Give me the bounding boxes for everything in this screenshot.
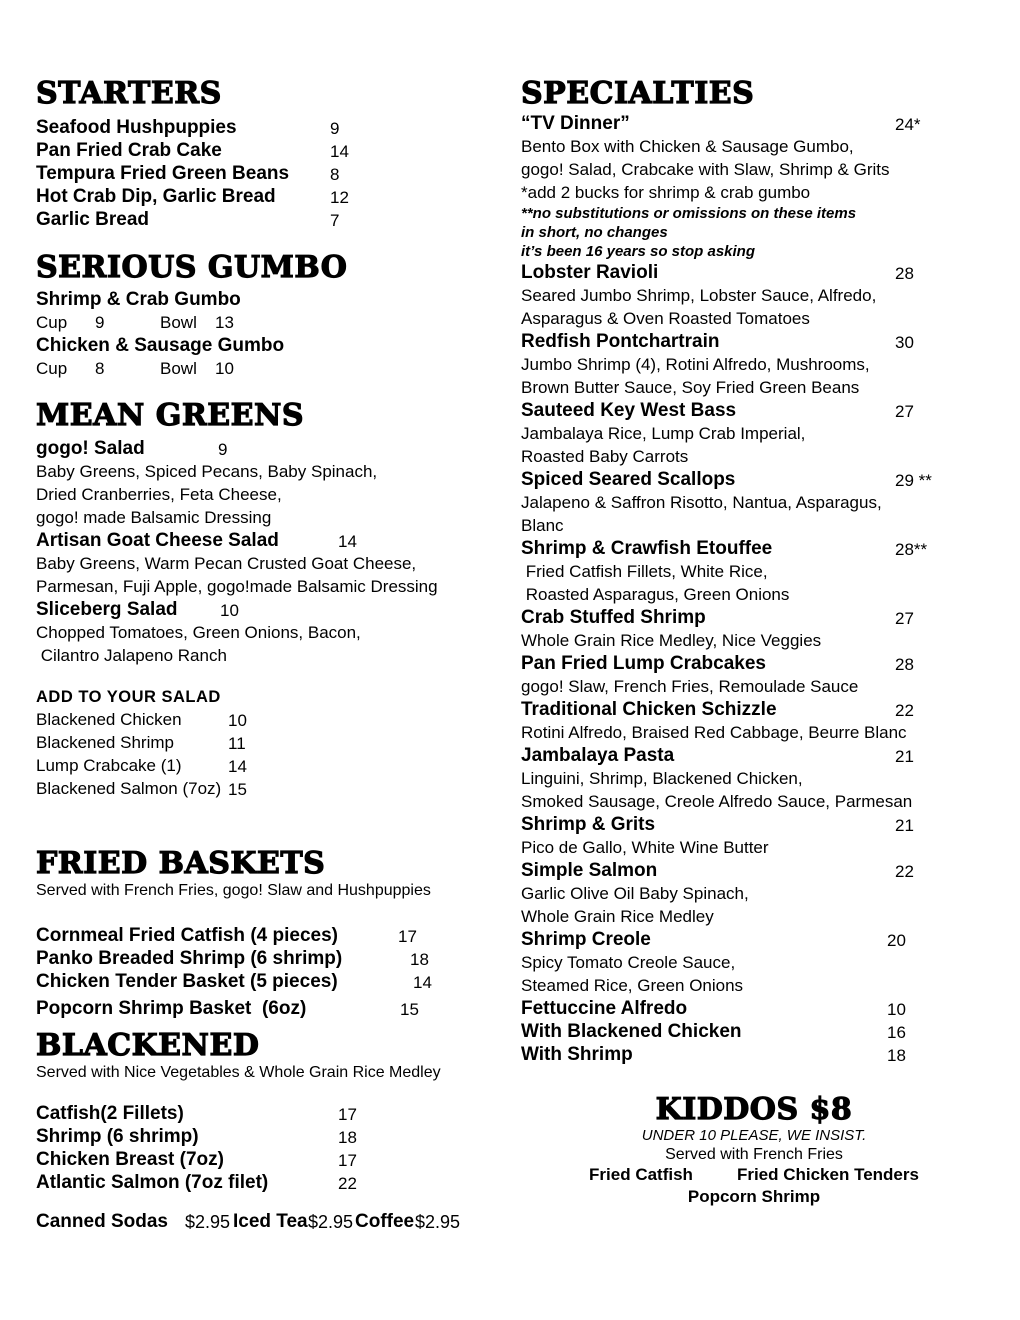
menu-item-name: Shrimp & Crab Gumbo <box>36 289 241 310</box>
menu-item-price: 22 <box>338 1174 357 1193</box>
menu-item-price: 24* <box>895 115 921 134</box>
menu-item-name: Fettuccine Alfredo <box>521 998 688 1019</box>
menu-item-desc: Fried Catfish Fillets, White Rice, <box>521 562 768 581</box>
section-subtitle: Served with French Fries, gogo! Slaw and Hushpuppies <box>36 882 431 899</box>
menu-item <box>521 859 987 882</box>
cup-bowl-prices <box>36 311 481 334</box>
drink-price: $2.95 <box>415 1212 461 1232</box>
cup-bowl-prices <box>36 357 481 380</box>
menu-item-name: Traditional Chicken Schizzle <box>521 699 777 720</box>
menu-item-price: 28 <box>895 655 914 674</box>
cup-label: Cup <box>36 313 68 332</box>
menu-item <box>521 1043 987 1066</box>
section-blackened <box>36 1030 481 1194</box>
menu-item-price: 15 <box>400 1000 419 1019</box>
menu-item-price: 21 <box>895 747 914 766</box>
menu-item-price: 14 <box>338 532 357 551</box>
section-kiddos <box>521 1094 987 1208</box>
menu-item-name: Redfish Pontchartrain <box>521 331 720 352</box>
menu-item-name: Spiced Seared Scallops <box>521 469 736 490</box>
menu-item-name: Blackened Chicken <box>36 710 182 729</box>
menu-item-desc: Jalapeno & Saffron Risotto, Nantua, Asparagus, <box>521 493 882 512</box>
menu-item <box>521 928 987 951</box>
drinks-line <box>36 1210 481 1234</box>
menu-item-name: Popcorn Shrimp Basket (6oz) <box>36 998 307 1019</box>
section-title: STARTERS <box>36 76 222 111</box>
menu-item-desc: *add 2 bucks for shrimp & crab gumbo <box>521 183 811 202</box>
menu-item-price: 18 <box>887 1046 906 1065</box>
menu-item-name: Panko Breaded Shrimp (6 shrimp) <box>36 948 343 969</box>
menu-item <box>521 744 987 767</box>
kiddos-note: UNDER 10 PLEASE, WE INSIST. <box>641 1127 867 1144</box>
section-add-to-salad <box>36 686 481 800</box>
menu-item-desc: Smoked Sausage, Creole Alfredo Sauce, Parmesan <box>521 792 913 811</box>
menu-item-desc: Dried Cranberries, Feta Cheese, <box>36 485 282 504</box>
menu-item-name: Sliceberg Salad <box>36 599 178 620</box>
menu-item-desc: Bento Box with Chicken & Sausage Gumbo, <box>521 137 854 156</box>
menu-item-price: 17 <box>338 1105 357 1124</box>
menu-item <box>36 970 481 993</box>
menu-item-name: Shrimp & Crawfish Etouffee <box>521 538 773 559</box>
kiddos-option: Popcorn Shrimp <box>687 1187 821 1206</box>
kiddos-option: Fried Chicken Tenders <box>736 1165 919 1184</box>
cup-price: 8 <box>95 359 105 378</box>
menu-item <box>36 162 481 185</box>
menu-item <box>36 437 481 460</box>
menu-item <box>36 185 481 208</box>
bowl-price: 13 <box>215 313 234 332</box>
section-fried-baskets <box>36 848 481 1020</box>
menu-item <box>36 288 481 311</box>
menu-item <box>521 1020 987 1043</box>
menu-item-price: 16 <box>887 1023 906 1042</box>
menu-item-name: Cornmeal Fried Catfish (4 pieces) <box>36 925 338 946</box>
menu-item-name: Artisan Goat Cheese Salad <box>36 530 279 551</box>
menu-item-name: “TV Dinner” <box>521 113 630 134</box>
menu-item-desc: Seared Jumbo Shrimp, Lobster Sauce, Alfredo, <box>521 286 877 305</box>
drink-price: $2.95 <box>185 1212 231 1232</box>
menu-item <box>521 652 987 675</box>
kiddos-options-line1 <box>521 1164 987 1186</box>
menu-item-price: 11 <box>228 734 246 753</box>
menu-item <box>36 334 481 357</box>
cup-price: 9 <box>95 313 105 332</box>
menu-item-name: Tempura Fried Green Beans <box>36 163 290 184</box>
menu-item-name: Simple Salmon <box>521 860 658 881</box>
menu-item-name: Chicken & Sausage Gumbo <box>36 335 285 356</box>
section-starters <box>36 78 481 231</box>
menu-item-desc: Pico de Gallo, White Wine Butter <box>521 838 769 857</box>
menu-item-price: 22 <box>895 862 914 881</box>
menu-item-name: gogo! Salad <box>36 438 145 459</box>
menu-item-desc: Garlic Olive Oil Baby Spinach, <box>521 884 749 903</box>
section-title: SPECIALTIES <box>521 76 755 111</box>
menu-item-desc: Steamed Rice, Green Onions <box>521 976 744 995</box>
menu-item-price: 21 <box>895 816 914 835</box>
menu-item <box>521 537 987 560</box>
menu-item <box>36 1125 481 1148</box>
menu-item-price: 10 <box>228 711 247 730</box>
menu-item <box>36 731 481 754</box>
bowl-label: Bowl <box>160 313 197 332</box>
menu-item-price: 30 <box>895 333 914 352</box>
drink-label: Iced Tea <box>233 1211 308 1232</box>
section-title: SERIOUS GUMBO <box>36 250 348 285</box>
menu-item <box>521 606 987 629</box>
menu-item-price: 17 <box>338 1151 357 1170</box>
menu-item-name: Garlic Bread <box>36 209 149 230</box>
menu-item-name: Chicken Tender Basket (5 pieces) <box>36 971 338 992</box>
section-mean-greens <box>36 400 481 667</box>
menu-item-price: 20 <box>887 931 906 950</box>
menu-item-name: Sauteed Key West Bass <box>521 400 737 421</box>
menu-item <box>36 208 481 231</box>
menu-item-name: Hot Crab Dip, Garlic Bread <box>36 186 276 207</box>
menu-item-price: 18 <box>338 1128 357 1147</box>
menu-item-price: 14 <box>413 973 432 992</box>
menu-item <box>36 1171 481 1194</box>
menu-item <box>36 754 481 777</box>
menu-item-desc: Blanc <box>521 516 564 535</box>
menu-item <box>36 1102 481 1125</box>
menu-item <box>521 330 987 353</box>
menu-item <box>521 399 987 422</box>
menu-item-name: Blackened Salmon (7oz) <box>36 779 222 798</box>
menu-item-name: Pan Fried Lump Crabcakes <box>521 653 766 674</box>
menu-item-note: it’s been 16 years so stop asking <box>521 243 755 260</box>
menu-item <box>36 947 481 970</box>
menu-item <box>521 813 987 836</box>
menu-item-desc: Jumbo Shrimp (4), Rotini Alfredo, Mushrooms, <box>521 355 870 374</box>
menu-item-price: 27 <box>895 402 914 421</box>
menu-item-desc: Roasted Asparagus, Green Onions <box>521 585 790 604</box>
menu-item-price: 29 ** <box>895 471 932 490</box>
menu-item-desc: Cilantro Jalapeno Ranch <box>36 646 227 665</box>
menu-item-price: 28** <box>895 540 928 559</box>
menu-item-price: 17 <box>398 927 417 946</box>
menu-item-name: Jambalaya Pasta <box>521 745 675 766</box>
drink-price: $2.95 <box>308 1212 354 1232</box>
menu-item <box>521 261 987 284</box>
menu-item-price: 22 <box>895 701 914 720</box>
menu-item-price: 12 <box>330 188 349 207</box>
menu-item <box>36 116 481 139</box>
menu-item-price: 14 <box>228 757 247 776</box>
menu-item-name: Lobster Ravioli <box>521 262 659 283</box>
menu-item <box>36 598 481 621</box>
menu-item <box>36 529 481 552</box>
kiddos-subtitle: Served with French Fries <box>665 1146 843 1163</box>
menu-item-price: 18 <box>410 950 429 969</box>
menu-item-desc: Jambalaya Rice, Lump Crab Imperial, <box>521 424 806 443</box>
menu-item-desc: Brown Butter Sauce, Soy Fried Green Beans <box>521 378 860 397</box>
left-column <box>36 78 481 1234</box>
menu-item-name: Catfish(2 Fillets) <box>36 1103 184 1124</box>
menu-item-name: Seafood Hushpuppies <box>36 117 237 138</box>
menu-item-desc: Baby Greens, Warm Pecan Crusted Goat Cheese, <box>36 554 417 573</box>
menu-item <box>521 698 987 721</box>
menu-item-price: 9 <box>218 440 228 459</box>
menu-item-price: 27 <box>895 609 914 628</box>
menu-item-price: 28 <box>895 264 914 283</box>
menu-item <box>36 708 481 731</box>
menu-item-desc: Linguini, Shrimp, Blackened Chicken, <box>521 769 803 788</box>
menu-item-price: 14 <box>330 142 349 161</box>
menu-item-desc: Roasted Baby Carrots <box>521 447 689 466</box>
menu-item <box>521 997 987 1020</box>
menu-item-name: Blackened Shrimp <box>36 733 174 752</box>
kiddos-options-line2 <box>521 1186 987 1208</box>
menu-item-name: Pan Fried Crab Cake <box>36 140 222 161</box>
menu-item-price: 15 <box>228 780 247 799</box>
menu-item-desc: Asparagus & Oven Roasted Tomatoes <box>521 309 810 328</box>
section-specialties <box>521 78 987 1066</box>
menu-item <box>36 997 481 1020</box>
menu-item <box>36 777 481 800</box>
kiddos-option: Fried Catfish <box>589 1165 693 1184</box>
menu-item-name: Lump Crabcake (1) <box>36 756 182 775</box>
menu-item-price: 9 <box>330 119 340 138</box>
menu-item-desc: Spicy Tomato Creole Sauce, <box>521 953 736 972</box>
menu-item-desc: Chopped Tomatoes, Green Onions, Bacon, <box>36 623 361 642</box>
menu-item-price: 10 <box>220 601 239 620</box>
menu-item-price: 10 <box>887 1000 906 1019</box>
menu-item-name: Shrimp & Grits <box>521 814 656 835</box>
menu-item-name: Atlantic Salmon (7oz filet) <box>36 1172 269 1193</box>
menu-item-desc: gogo! made Balsamic Dressing <box>36 508 272 527</box>
menu-item-name: Shrimp (6 shrimp) <box>36 1126 199 1147</box>
menu-item-name: Crab Stuffed Shrimp <box>521 607 706 628</box>
drink-label: Canned Sodas <box>36 1211 168 1232</box>
section-title: KIDDOS $8 <box>655 1092 853 1127</box>
right-column <box>521 78 987 1208</box>
menu-item-desc: Whole Grain Rice Medley, Nice Veggies <box>521 631 822 650</box>
menu-item-note: **no substitutions or omissions on these items <box>521 205 857 222</box>
menu-item-desc: Whole Grain Rice Medley <box>521 907 714 926</box>
menu-item <box>521 468 987 491</box>
menu-item-price: 7 <box>330 211 340 230</box>
menu-item-desc: Rotini Alfredo, Braised Red Cabbage, Beurre Blanc <box>521 723 907 742</box>
section-serious-gumbo <box>36 252 481 380</box>
menu-item-name: Chicken Breast (7oz) <box>36 1149 224 1170</box>
cup-label: Cup <box>36 359 68 378</box>
subsection-title: ADD TO YOUR SALAD <box>36 688 221 706</box>
bowl-price: 10 <box>215 359 234 378</box>
menu-item <box>36 924 481 947</box>
section-title: FRIED BASKETS <box>36 846 326 881</box>
menu-item-desc: Baby Greens, Spiced Pecans, Baby Spinach, <box>36 462 378 481</box>
menu-item-desc: gogo! Slaw, French Fries, Remoulade Sauce <box>521 677 859 696</box>
menu-item-desc: gogo! Salad, Crabcake with Slaw, Shrimp & Grits <box>521 160 890 179</box>
menu-item <box>36 139 481 162</box>
menu-item-name: With Shrimp <box>521 1044 633 1065</box>
menu-item-name: With Blackened Chicken <box>521 1021 742 1042</box>
menu-item-desc: Parmesan, Fuji Apple, gogo!made Balsamic Dressing <box>36 577 438 596</box>
drink-label: Coffee <box>355 1211 415 1232</box>
bowl-label: Bowl <box>160 359 197 378</box>
menu-item <box>36 1148 481 1171</box>
menu-item-note: in short, no changes <box>521 224 668 241</box>
section-title: BLACKENED <box>36 1028 260 1063</box>
menu-item <box>521 112 987 135</box>
menu-item-price: 8 <box>330 165 340 184</box>
menu-item-name: Shrimp Creole <box>521 929 651 950</box>
section-subtitle: Served with Nice Vegetables & Whole Grain Rice Medley <box>36 1064 441 1081</box>
section-title: MEAN GREENS <box>36 398 305 433</box>
